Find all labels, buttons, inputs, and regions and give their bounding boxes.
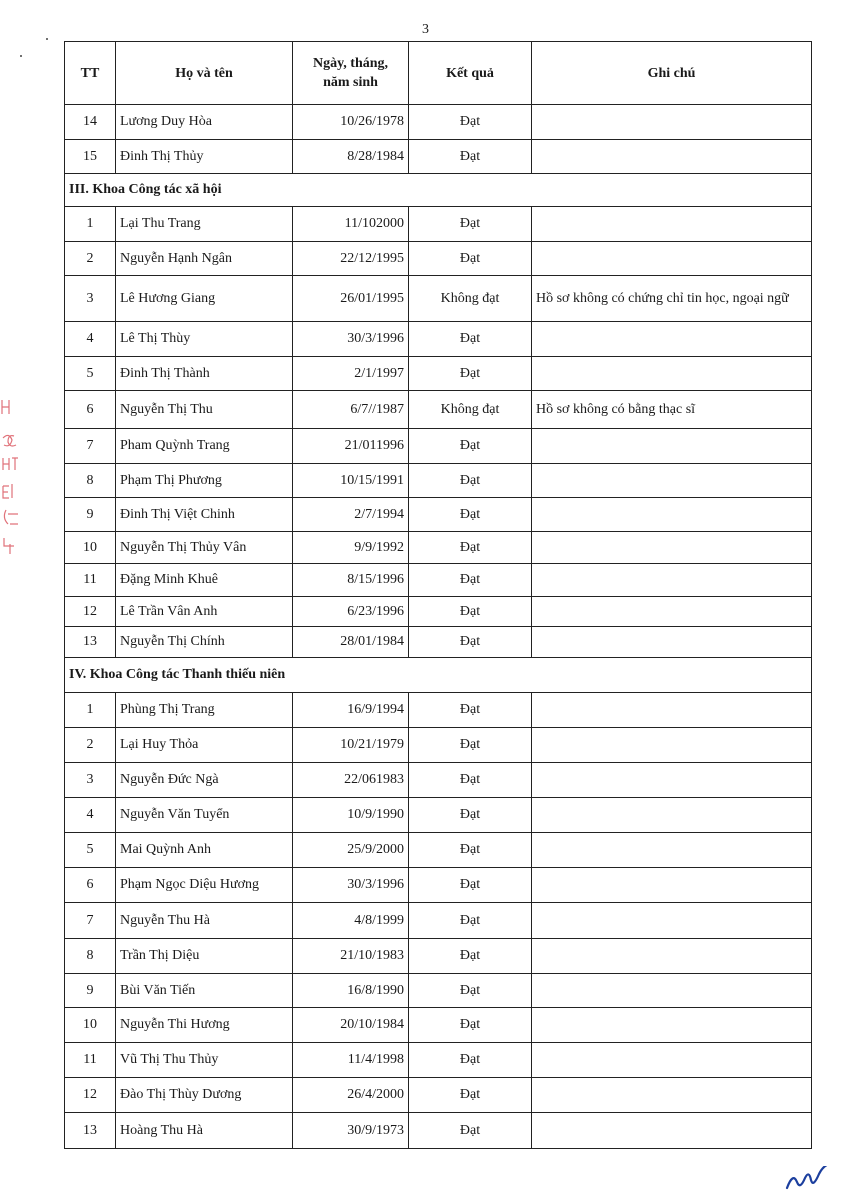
row-result: Đạt <box>409 207 532 242</box>
candidate-results-table <box>64 41 812 1149</box>
row-note <box>532 763 812 798</box>
row-tt: 4 <box>65 798 116 833</box>
table-row <box>65 939 812 974</box>
table-row <box>65 242 812 276</box>
row-dob: 4/8/1999 <box>293 903 409 939</box>
row-dob: 6/23/1996 <box>293 597 409 627</box>
row-dob: 21/10/1983 <box>293 939 409 974</box>
initials-signature <box>783 1166 833 1194</box>
row-name: Đinh Thị Việt Chinh <box>116 498 293 532</box>
red-seal-fragment <box>0 398 22 568</box>
table-row <box>65 532 812 564</box>
row-name: Nguyễn Hạnh Ngân <box>116 242 293 276</box>
row-tt: 2 <box>65 242 116 276</box>
row-tt: 4 <box>65 322 116 357</box>
row-note: Hồ sơ không có chứng chỉ tin học, ngoại ngữ <box>532 276 812 322</box>
row-note <box>532 798 812 833</box>
header-dob-line2: năm sinh <box>323 75 378 90</box>
row-note <box>532 833 812 868</box>
section-heading-row <box>65 658 812 693</box>
row-result: Đạt <box>409 464 532 498</box>
row-name: Phạm Ngọc Diệu Hương <box>116 868 293 903</box>
row-result: Đạt <box>409 1078 532 1113</box>
row-result: Đạt <box>409 140 532 174</box>
section-heading-row <box>65 174 812 207</box>
row-name: Lê Hương Giang <box>116 276 293 322</box>
table-row <box>65 564 812 597</box>
row-dob: 10/15/1991 <box>293 464 409 498</box>
row-tt: 11 <box>65 1043 116 1078</box>
row-name: Đặng Minh Khuê <box>116 564 293 597</box>
row-result: Đạt <box>409 322 532 357</box>
row-dob: 28/01/1984 <box>293 627 409 658</box>
table-row <box>65 464 812 498</box>
row-result: Đạt <box>409 798 532 833</box>
row-note <box>532 974 812 1008</box>
row-dob: 2/1/1997 <box>293 357 409 391</box>
row-tt: 3 <box>65 276 116 322</box>
row-tt: 1 <box>65 207 116 242</box>
row-name: Pham Quỳnh Trang <box>116 429 293 464</box>
row-note <box>532 564 812 597</box>
row-dob: 30/9/1973 <box>293 1113 409 1149</box>
row-result: Đạt <box>409 1043 532 1078</box>
row-name: Nguyễn Thị Thu <box>116 391 293 429</box>
table-row <box>65 1078 812 1113</box>
row-result: Đạt <box>409 868 532 903</box>
row-tt: 9 <box>65 498 116 532</box>
row-dob: 11/4/1998 <box>293 1043 409 1078</box>
scan-speck <box>46 38 48 40</box>
header-name: Họ và tên <box>116 42 293 105</box>
header-tt: TT <box>65 42 116 105</box>
row-result: Đạt <box>409 242 532 276</box>
row-name: Nguyễn Thi Hương <box>116 1008 293 1043</box>
row-result: Đạt <box>409 498 532 532</box>
row-name: Đinh Thị Thủy <box>116 140 293 174</box>
row-result: Đạt <box>409 903 532 939</box>
row-dob: 22/12/1995 <box>293 242 409 276</box>
row-result: Đạt <box>409 693 532 728</box>
row-dob: 9/9/1992 <box>293 532 409 564</box>
page-number: 3 <box>422 22 429 37</box>
table-row <box>65 728 812 763</box>
header-note: Ghi chú <box>532 42 812 105</box>
row-name: Lương Duy Hòa <box>116 105 293 140</box>
row-result: Đạt <box>409 974 532 1008</box>
row-result: Đạt <box>409 939 532 974</box>
row-result: Đạt <box>409 429 532 464</box>
table-row <box>65 140 812 174</box>
row-note <box>532 728 812 763</box>
row-tt: 6 <box>65 391 116 429</box>
row-note <box>532 105 812 140</box>
row-tt: 15 <box>65 140 116 174</box>
row-note <box>532 322 812 357</box>
row-note <box>532 627 812 658</box>
table-row <box>65 498 812 532</box>
row-result: Đạt <box>409 728 532 763</box>
row-name: Nguyễn Thị Thủy Vân <box>116 532 293 564</box>
row-name: Phùng Thị Trang <box>116 693 293 728</box>
section-4-title: IV. Khoa Công tác Thanh thiếu niên <box>65 658 812 693</box>
row-tt: 13 <box>65 1113 116 1149</box>
row-result: Không đạt <box>409 391 532 429</box>
row-name: Nguyễn Đức Ngà <box>116 763 293 798</box>
row-dob: 22/061983 <box>293 763 409 798</box>
row-tt: 12 <box>65 597 116 627</box>
row-tt: 7 <box>65 903 116 939</box>
table-row <box>65 1113 812 1149</box>
row-name: Lại Thu Trang <box>116 207 293 242</box>
row-tt: 6 <box>65 868 116 903</box>
table-row <box>65 1043 812 1078</box>
table-row <box>65 627 812 658</box>
row-note <box>532 498 812 532</box>
row-result: Đạt <box>409 357 532 391</box>
row-dob: 16/9/1994 <box>293 693 409 728</box>
row-result: Đạt <box>409 1008 532 1043</box>
row-result: Đạt <box>409 833 532 868</box>
row-tt: 2 <box>65 728 116 763</box>
section-3-title: III. Khoa Công tác xã hội <box>65 174 812 207</box>
row-tt: 10 <box>65 1008 116 1043</box>
row-dob: 2/7/1994 <box>293 498 409 532</box>
row-tt: 12 <box>65 1078 116 1113</box>
row-note <box>532 464 812 498</box>
row-dob: 30/3/1996 <box>293 322 409 357</box>
row-note <box>532 1008 812 1043</box>
row-tt: 5 <box>65 833 116 868</box>
table-row <box>65 868 812 903</box>
row-result: Đạt <box>409 564 532 597</box>
row-note <box>532 903 812 939</box>
row-result: Đạt <box>409 105 532 140</box>
table-row <box>65 693 812 728</box>
row-name: Vũ Thị Thu Thủy <box>116 1043 293 1078</box>
table-row <box>65 974 812 1008</box>
row-name: Đào Thị Thùy Dương <box>116 1078 293 1113</box>
row-name: Lê Trần Vân Anh <box>116 597 293 627</box>
row-note <box>532 868 812 903</box>
row-note <box>532 939 812 974</box>
row-dob: 10/21/1979 <box>293 728 409 763</box>
row-dob: 30/3/1996 <box>293 868 409 903</box>
row-note <box>532 140 812 174</box>
row-name: Đinh Thị Thành <box>116 357 293 391</box>
scan-speck <box>20 55 22 57</box>
row-name: Nguyễn Thị Chính <box>116 627 293 658</box>
row-dob: 21/011996 <box>293 429 409 464</box>
table-row <box>65 105 812 140</box>
row-tt: 8 <box>65 939 116 974</box>
row-dob: 20/10/1984 <box>293 1008 409 1043</box>
row-tt: 13 <box>65 627 116 658</box>
row-tt: 8 <box>65 464 116 498</box>
row-note <box>532 242 812 276</box>
row-note <box>532 1043 812 1078</box>
table-row <box>65 276 812 322</box>
row-result: Đạt <box>409 597 532 627</box>
row-result: Đạt <box>409 627 532 658</box>
row-tt: 3 <box>65 763 116 798</box>
row-note <box>532 532 812 564</box>
row-dob: 8/15/1996 <box>293 564 409 597</box>
row-result: Đạt <box>409 532 532 564</box>
row-name: Lại Huy Thỏa <box>116 728 293 763</box>
table-row <box>65 833 812 868</box>
row-note: Hồ sơ không có bằng thạc sĩ <box>532 391 812 429</box>
row-name: Hoàng Thu Hà <box>116 1113 293 1149</box>
row-dob: 26/4/2000 <box>293 1078 409 1113</box>
row-note <box>532 1078 812 1113</box>
row-tt: 14 <box>65 105 116 140</box>
row-name: Phạm Thị Phương <box>116 464 293 498</box>
row-result: Đạt <box>409 1113 532 1149</box>
row-dob: 6/7//1987 <box>293 391 409 429</box>
table-row <box>65 1008 812 1043</box>
row-name: Mai Quỳnh Anh <box>116 833 293 868</box>
table-row <box>65 207 812 242</box>
row-dob: 8/28/1984 <box>293 140 409 174</box>
row-tt: 11 <box>65 564 116 597</box>
header-result: Kết quả <box>409 42 532 105</box>
row-name: Lê Thị Thùy <box>116 322 293 357</box>
row-dob: 10/26/1978 <box>293 105 409 140</box>
table-row <box>65 763 812 798</box>
row-name: Nguyễn Thu Hà <box>116 903 293 939</box>
row-tt: 7 <box>65 429 116 464</box>
table-row <box>65 597 812 627</box>
header-dob <box>293 42 409 105</box>
row-note <box>532 429 812 464</box>
row-dob: 10/9/1990 <box>293 798 409 833</box>
row-result: Đạt <box>409 763 532 798</box>
row-dob: 11/102000 <box>293 207 409 242</box>
row-result: Không đạt <box>409 276 532 322</box>
row-tt: 10 <box>65 532 116 564</box>
row-note <box>532 357 812 391</box>
row-name: Nguyễn Văn Tuyển <box>116 798 293 833</box>
row-name: Bùi Văn Tiến <box>116 974 293 1008</box>
header-dob-line1: Ngày, tháng, <box>312 56 389 71</box>
row-tt: 5 <box>65 357 116 391</box>
row-note <box>532 693 812 728</box>
row-tt: 1 <box>65 693 116 728</box>
table-row <box>65 357 812 391</box>
row-note <box>532 597 812 627</box>
row-dob: 26/01/1995 <box>293 276 409 322</box>
row-dob: 16/8/1990 <box>293 974 409 1008</box>
table-row <box>65 429 812 464</box>
table-row <box>65 903 812 939</box>
table-row <box>65 798 812 833</box>
row-name: Trần Thị Diệu <box>116 939 293 974</box>
row-note <box>532 207 812 242</box>
row-note <box>532 1113 812 1149</box>
row-dob: 25/9/2000 <box>293 833 409 868</box>
row-tt: 9 <box>65 974 116 1008</box>
table-header-row <box>65 42 812 105</box>
table-row <box>65 391 812 429</box>
table-row <box>65 322 812 357</box>
